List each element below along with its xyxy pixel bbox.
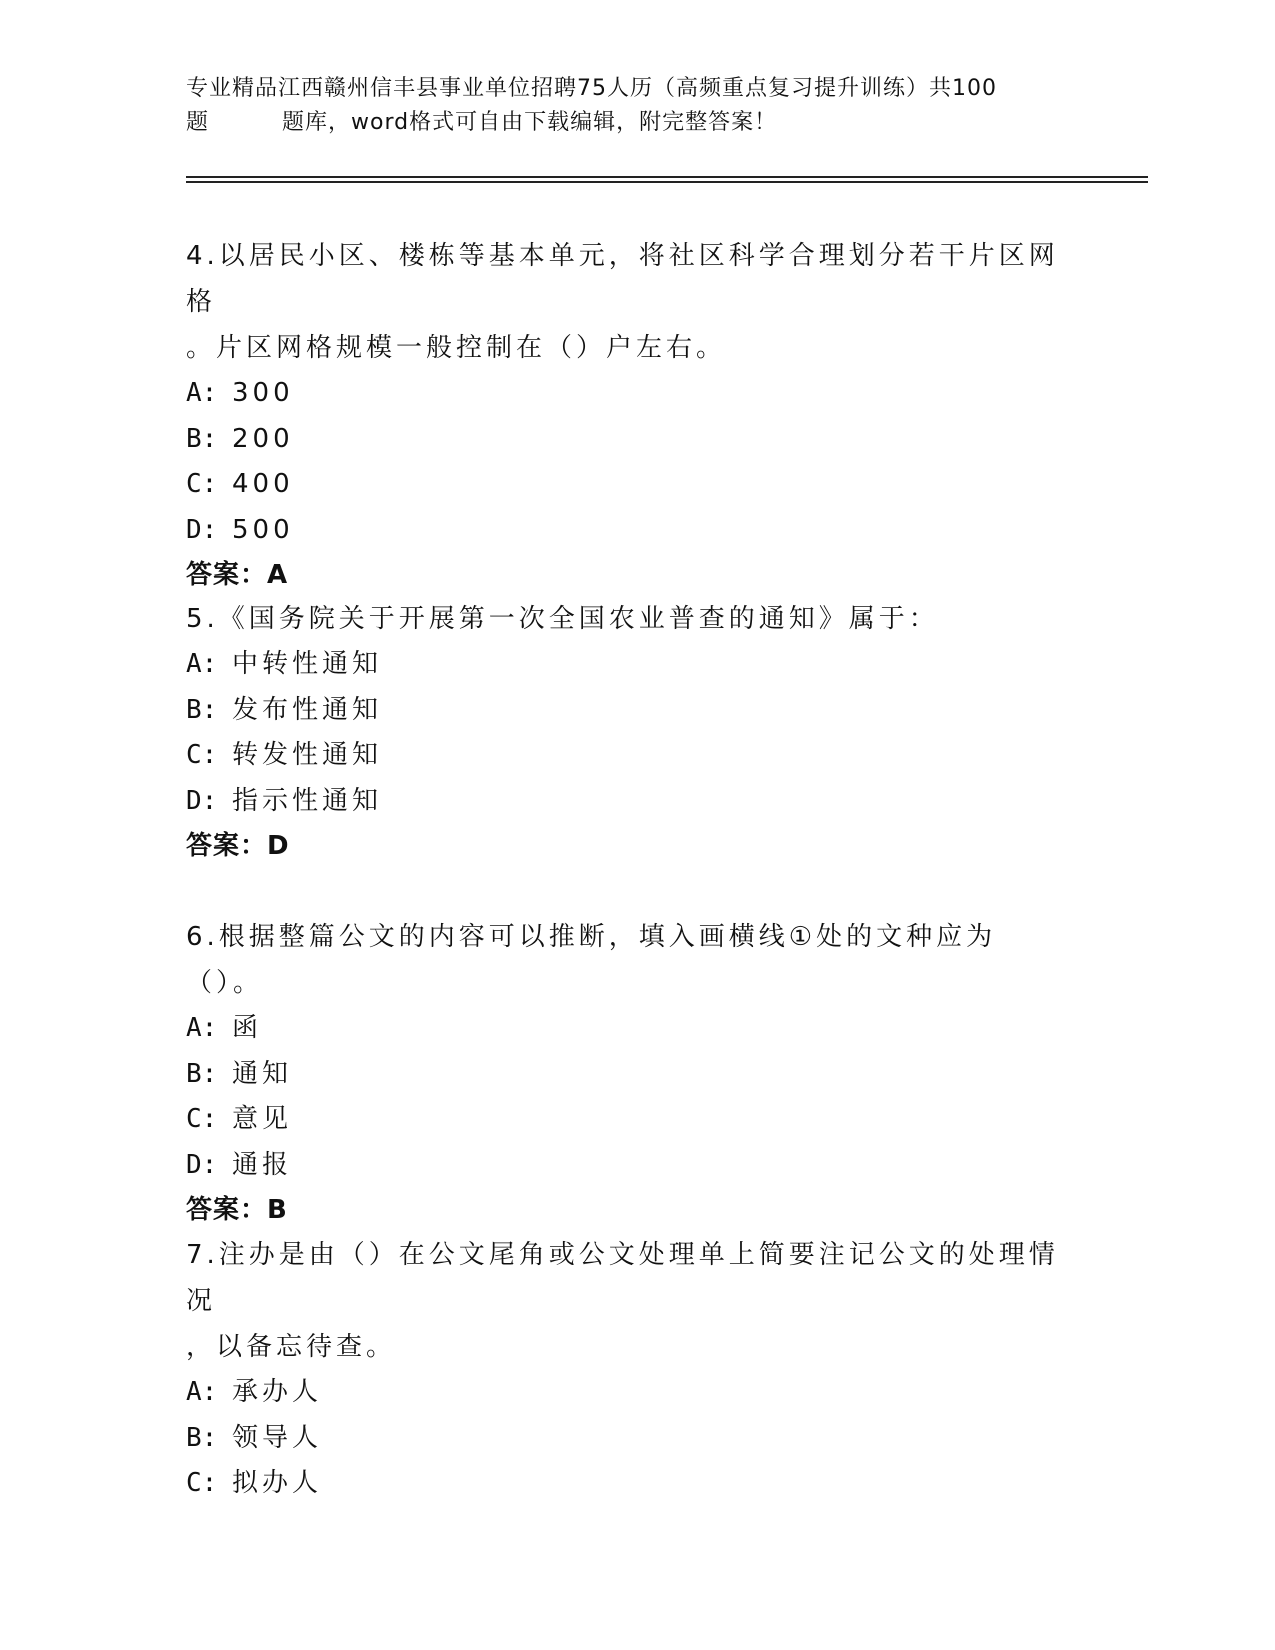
option-key: B: xyxy=(186,423,218,454)
option-text: 300 xyxy=(232,378,294,408)
option-key: D: xyxy=(186,1149,218,1180)
option-text: 转发性通知 xyxy=(232,740,383,770)
option-text: 通知 xyxy=(232,1058,293,1089)
question-6 xyxy=(186,914,1066,1234)
header-title-line2-b: 题库，word格式可自由下载编辑，附完整答案！ xyxy=(282,110,778,135)
option-text: 指示性通知 xyxy=(232,785,383,816)
question-stem-line1: 5.《国务院关于开展第一次全国农业普查的通知》属于： xyxy=(186,604,939,634)
option-key: D: xyxy=(186,514,218,545)
question-7 xyxy=(186,1232,1066,1507)
option-text: 领导人 xyxy=(232,1422,323,1453)
option-text: 意见 xyxy=(232,1104,293,1134)
question-5 xyxy=(186,596,1066,870)
option-text: 承办人 xyxy=(232,1377,323,1407)
option-a xyxy=(186,1006,1066,1052)
header-title-line2 xyxy=(186,106,1066,140)
option-a xyxy=(186,371,1066,417)
header-divider-bottom xyxy=(186,181,1148,183)
question-stem-line2: ，以备忘待查。 xyxy=(186,1332,397,1362)
option-key: B: xyxy=(186,1422,218,1453)
option-a xyxy=(186,642,1066,688)
option-key: C: xyxy=(186,469,218,499)
option-text: 200 xyxy=(232,423,294,454)
option-key: A: xyxy=(186,649,218,679)
option-c xyxy=(186,733,1066,779)
option-d xyxy=(186,508,1066,554)
option-c xyxy=(186,462,1066,508)
header-title-line1: 专业精品江西赣州信丰县事业单位招聘75人历（高频重点复习提升训练）共100 xyxy=(186,76,997,101)
option-b xyxy=(186,417,1066,463)
option-d xyxy=(186,1143,1066,1189)
answer-line: 答案：B xyxy=(186,1195,288,1225)
answer-line: 答案：A xyxy=(186,560,289,590)
option-key: C: xyxy=(186,740,218,770)
question-stem-line1: 7.注办是由（）在公文尾角或公文处理单上简要注记公文的处理情况 xyxy=(186,1240,1059,1316)
option-text: 函 xyxy=(232,1013,263,1043)
option-key: B: xyxy=(186,694,218,725)
option-key: A: xyxy=(186,378,218,408)
option-a xyxy=(186,1370,1066,1416)
document-header xyxy=(186,72,1066,140)
question-stem-line1: 4.以居民小区、楼栋等基本单元，将社区科学合理划分若干片区网格 xyxy=(186,241,1059,317)
header-divider-top xyxy=(186,176,1148,178)
answer-line: 答案：D xyxy=(186,831,290,861)
option-b xyxy=(186,1416,1066,1462)
question-stem-line2: 。片区网格规模一般控制在（）户左右。 xyxy=(186,333,727,363)
question-4 xyxy=(186,233,1066,599)
option-key: C: xyxy=(186,1468,218,1498)
option-text: 发布性通知 xyxy=(232,694,383,725)
option-key: B: xyxy=(186,1058,218,1089)
option-text: 400 xyxy=(232,469,294,499)
option-text: 拟办人 xyxy=(232,1468,323,1498)
option-text: 500 xyxy=(232,514,294,545)
question-stem-line1: 6.根据整篇公文的内容可以推断，填入画横线①处的文种应为（）。 xyxy=(186,922,997,998)
header-title-line2-a: 题 xyxy=(186,110,210,135)
option-text: 通报 xyxy=(232,1149,293,1180)
option-key: A: xyxy=(186,1013,218,1043)
option-key: C: xyxy=(186,1104,218,1134)
option-b xyxy=(186,688,1066,734)
option-text: 中转性通知 xyxy=(232,649,383,679)
option-c xyxy=(186,1461,1066,1507)
option-c xyxy=(186,1097,1066,1143)
option-key: D: xyxy=(186,785,218,816)
option-key: A: xyxy=(186,1377,218,1407)
option-d xyxy=(186,779,1066,825)
option-b xyxy=(186,1052,1066,1098)
